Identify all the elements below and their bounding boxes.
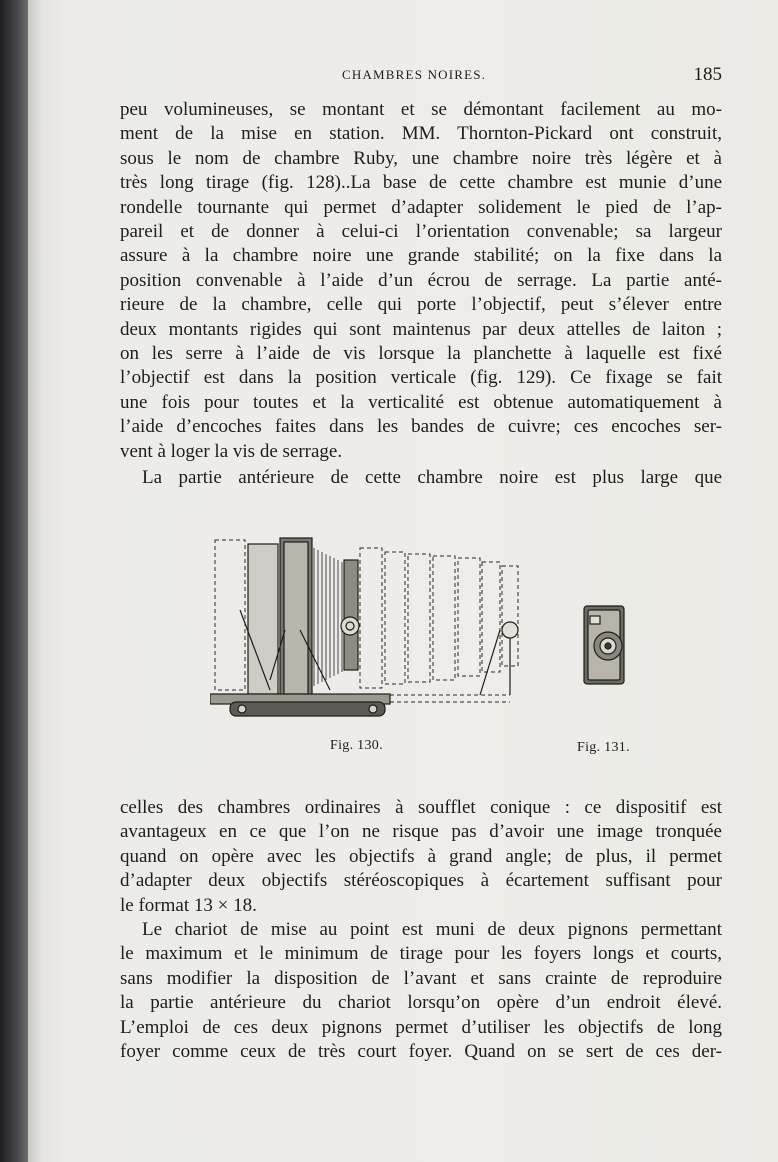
figure-131-caption: Fig. 131. xyxy=(577,740,630,755)
text-line: l’objectif est dans la position verticale (fig. 129). Ce fixage se fait xyxy=(120,367,722,389)
text-line: L’emploi de ces deux pignons permet d’utiliser les objectifs de long xyxy=(120,1016,722,1038)
paragraph-1 xyxy=(120,98,722,491)
text-line: avantageux en ce que l’on ne risque pas d’avoir une image tronquée xyxy=(120,821,722,843)
text-line: l’aide d’encoches faites dans les bandes de cuivre; ces encoches ser- xyxy=(120,416,722,438)
running-title: CHAMBRES NOIRES. xyxy=(342,67,487,82)
camera-illustration-fig130 xyxy=(210,530,540,725)
text-line: foyer comme ceux de très court foyer. Quand on se sert de ces der- xyxy=(120,1041,722,1063)
text-line: deux montants rigides qui sont maintenus par deux attelles de laiton ; xyxy=(120,318,722,340)
paragraph-3 xyxy=(120,918,722,1064)
text-line: vent à loger la vis de serrage. xyxy=(120,440,343,462)
compact-camera-illustration-fig131 xyxy=(578,602,634,688)
text-line: très long tirage (fig. 128)..La base de cette chambre est munie d’une xyxy=(120,172,722,194)
text-line: ment de la mise en station. MM. Thornton-Pickard ont construit, xyxy=(120,123,722,145)
text-line: une fois pour toutes et la verticalité est obtenue automatiquement à xyxy=(120,391,722,413)
text-line: d’adapter deux objectifs stéréoscopiques à écartement suffisant pour xyxy=(120,870,722,892)
text-line: sans modifier la disposition de l’avant et sans crainte de reproduire xyxy=(120,967,722,989)
text-line: assure à la chambre noire une grande stabilité; on la fixe dans la xyxy=(120,245,722,267)
paragraph-2-continued xyxy=(120,796,722,918)
text-line: Le chariot de mise au point est muni de deux pignons permettant xyxy=(142,919,722,940)
text-line: celles des chambres ordinaires à soufflet conique : ce dispositif est xyxy=(120,797,722,818)
text-line: peu volumineuses, se montant et se démontant facilement au mo- xyxy=(120,99,722,120)
text-line: le maximum et le minimum de tirage pour les foyers longs et courts, xyxy=(120,943,722,965)
text-line: quand on opère avec les objectifs à grand angle; de plus, il permet xyxy=(120,845,722,867)
page-number: 185 xyxy=(693,64,722,85)
text-line: on les serre à l’aide de vis lorsque la planchette à laquelle est fixé xyxy=(120,343,722,365)
book-spine-shadow xyxy=(0,0,28,1162)
figures-block xyxy=(120,530,722,770)
paragraph-2-first-line: La partie antérieure de cette chambre noire est plus large que xyxy=(142,467,722,489)
text-line: position convenable à l’aide d’un écrou de serrage. La partie anté- xyxy=(120,269,722,291)
page-header xyxy=(120,64,722,88)
text-line: le format 13 × 18. xyxy=(120,894,257,916)
text-line: rondelle tournante qui permet d’adapter solidement le pied de l’ap- xyxy=(120,196,722,218)
text-line: sous le nom de chambre Ruby, une chambre noire très légère et à xyxy=(120,147,722,169)
text-line: la partie antérieure du chariot lorsqu’on opère d’un endroit élevé. xyxy=(120,992,722,1014)
figure-130-caption: Fig. 130. xyxy=(330,738,383,753)
text-line: rieure de la chambre, celle qui porte l’objectif, peut s’élever entre xyxy=(120,294,722,316)
text-line: pareil et de donner à celui-ci l’orientation convenable; sa largeur xyxy=(120,221,722,243)
